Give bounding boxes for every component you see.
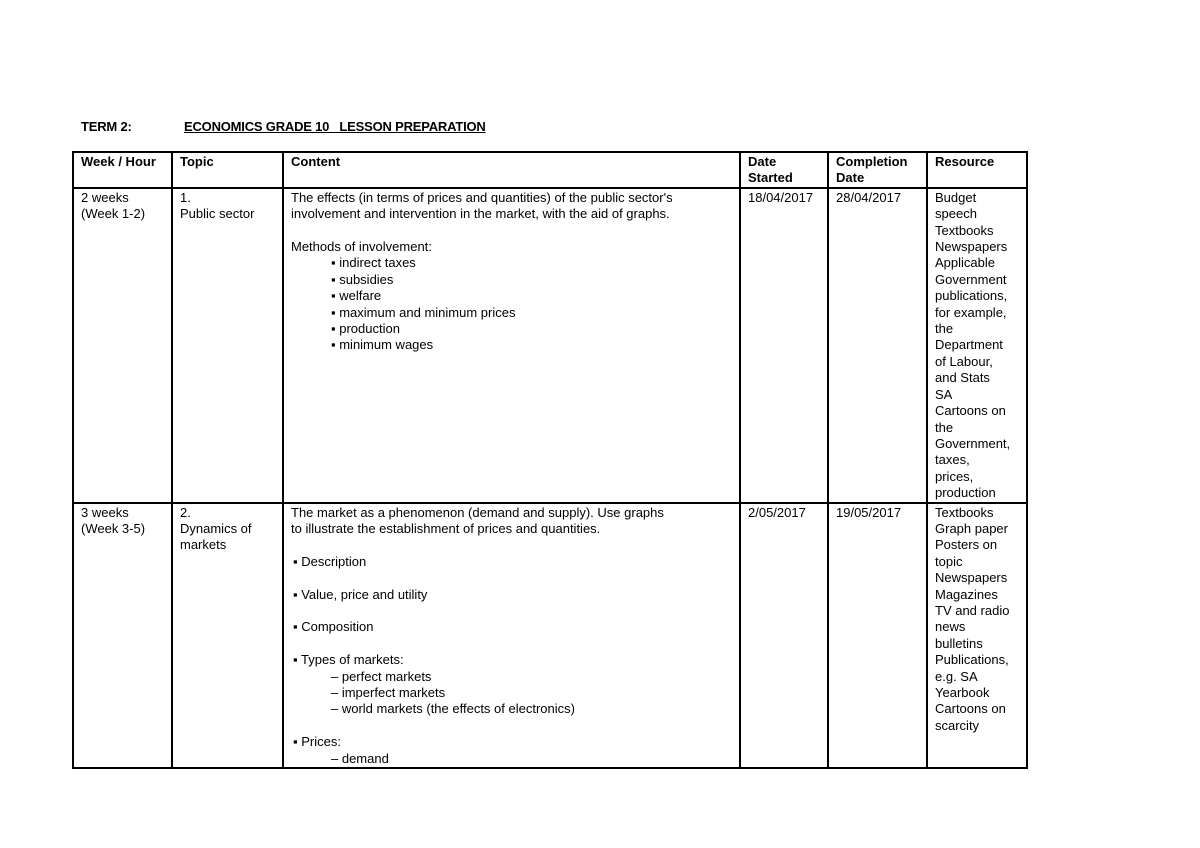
bullet-item: ▪ Prices: — [293, 734, 341, 750]
header-resource: Resource — [927, 152, 1027, 188]
cell-resource — [927, 188, 1027, 503]
bullet-item: ▪ production — [331, 321, 400, 337]
topic-number: 2. — [180, 504, 191, 520]
resource-line: Textbooks — [935, 504, 994, 520]
week-line: 3 weeks — [81, 504, 129, 520]
cell-week — [73, 188, 172, 503]
resource-line: Applicable — [935, 255, 995, 271]
cell-content — [283, 188, 740, 503]
resource-line: scarcity — [935, 717, 980, 733]
header-date-started-line1: Date — [748, 154, 777, 169]
topic-number: 1. — [180, 189, 191, 205]
content-line: The effects (in terms of prices and quantities) of the public sector's — [291, 189, 673, 205]
resource-line: SA — [935, 386, 953, 402]
resource-line: the — [935, 321, 954, 337]
header-topic: Topic — [172, 152, 283, 188]
table-row — [73, 503, 1027, 768]
topic-title: markets — [180, 537, 227, 553]
cell-topic — [172, 503, 283, 768]
topic-title: Public sector — [180, 206, 255, 222]
resource-line: Cartoons on — [935, 701, 1006, 717]
resource-line: Budget — [935, 189, 977, 205]
resource-line: taxes, — [935, 452, 970, 468]
bullet-item: ▪ indirect taxes — [331, 255, 416, 271]
resource-line: Newspapers — [935, 570, 1008, 586]
cell-completion-date: 28/04/2017 — [828, 188, 927, 503]
document-title: ECONOMICS GRADE 10 LESSON PREPARATION — [184, 119, 486, 134]
page-heading — [81, 119, 486, 134]
resource-line: publications, — [935, 288, 1008, 304]
cell-content — [283, 503, 740, 768]
resource-line: and Stats — [935, 370, 990, 386]
lesson-plan-table — [72, 151, 1028, 769]
cell-resource — [927, 503, 1027, 768]
bullet-item: ▪ Types of markets: — [293, 652, 404, 668]
cell-topic — [172, 188, 283, 503]
header-date-started — [740, 152, 828, 188]
resource-line: Newspapers — [935, 239, 1008, 255]
cell-date-started: 2/05/2017 — [740, 503, 828, 768]
bullet-item: ▪ maximum and minimum prices — [331, 304, 516, 320]
resource-line: news — [935, 619, 966, 635]
resource-line: of Labour, — [935, 353, 993, 369]
resource-line: Publications, — [935, 652, 1009, 668]
resource-line: topic — [935, 553, 963, 569]
topic-title: Dynamics of — [180, 520, 252, 536]
bullet-item: ▪ subsidies — [331, 271, 394, 287]
resource-line: Government — [935, 271, 1007, 287]
bullet-item: ▪ Composition — [293, 619, 374, 635]
header-content: Content — [283, 152, 740, 188]
resource-line: Department — [935, 337, 1003, 353]
header-date-started-line2: Started — [748, 170, 793, 186]
header-completion-line1: Completion — [836, 154, 908, 169]
resource-line: bulletins — [935, 635, 983, 651]
bullet-item: ▪ Value, price and utility — [293, 586, 428, 602]
resource-line: speech — [935, 206, 977, 222]
sub-item: – world markets (the effects of electronics) — [331, 701, 575, 717]
table-row — [73, 188, 1027, 503]
resource-line: Textbooks — [935, 222, 994, 238]
bullet-item: ▪ welfare — [331, 288, 382, 304]
header-completion-line2: Date — [836, 170, 865, 186]
resource-line: TV and radio — [935, 602, 1010, 618]
week-line: (Week 3-5) — [81, 520, 146, 536]
resource-line: prices, — [935, 468, 974, 484]
week-line: 2 weeks — [81, 189, 129, 205]
sub-item: – perfect markets — [331, 668, 432, 684]
resource-line: e.g. SA — [935, 668, 978, 684]
methods-label: Methods of involvement: — [291, 239, 432, 255]
resource-line: Yearbook — [935, 685, 990, 700]
resource-line: Government, — [935, 435, 1011, 451]
bullet-item: ▪ Description — [293, 553, 367, 569]
term-label: TERM 2: — [81, 119, 132, 134]
sub-item: – demand — [331, 750, 389, 766]
resource-line: Posters on — [935, 537, 998, 553]
resource-line: the — [935, 419, 954, 435]
sub-item: – imperfect markets — [331, 684, 446, 700]
header-completion-date — [828, 152, 927, 188]
content-line: to illustrate the establishment of prices and quantities. — [291, 520, 601, 536]
header-row — [73, 152, 1027, 188]
resource-line: Magazines — [935, 586, 998, 602]
cell-date-started: 18/04/2017 — [740, 188, 828, 503]
resource-line: for example, — [935, 304, 1007, 320]
bullet-item: ▪ minimum wages — [331, 337, 434, 353]
resource-line: Graph paper — [935, 520, 1008, 536]
resource-line: production — [935, 485, 996, 501]
resource-line: Cartoons on — [935, 403, 1006, 419]
cell-week — [73, 503, 172, 768]
content-line: involvement and intervention in the market, with the aid of graphs. — [291, 206, 670, 222]
week-line: (Week 1-2) — [81, 206, 146, 222]
cell-completion-date: 19/05/2017 — [828, 503, 927, 768]
header-week: Week / Hour — [73, 152, 172, 188]
content-line: The market as a phenomenon (demand and supply). Use graphs — [291, 504, 664, 520]
